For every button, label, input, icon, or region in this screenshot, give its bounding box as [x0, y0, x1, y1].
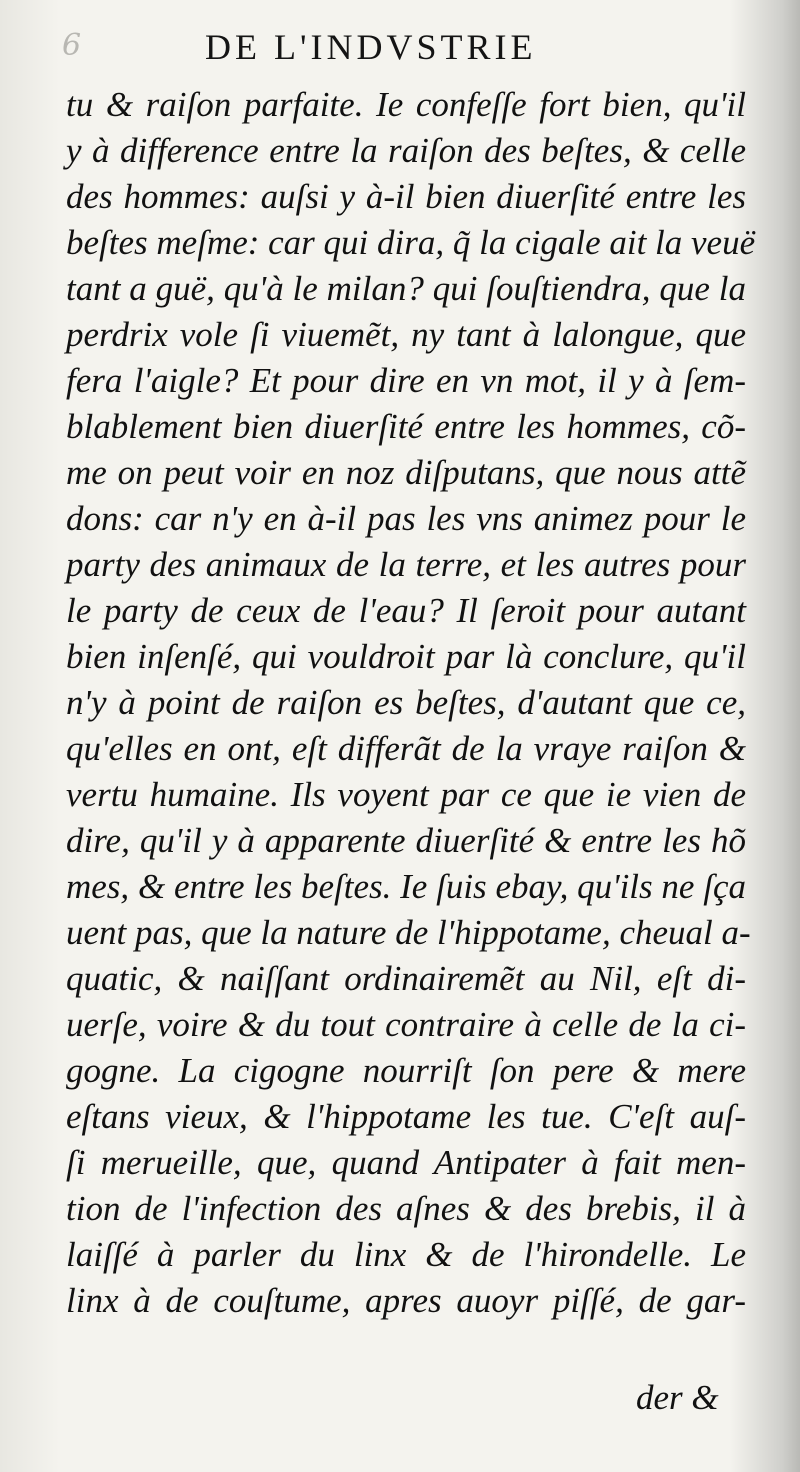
text-line: le party de ceux de l'eau? Il ſeroit pour autant — [66, 591, 746, 630]
text-line: blablement bien diuerſité entre les hommes, cõ- — [66, 407, 746, 446]
text-line: n'y à point de raiſon es beſtes, d'autant que ce, — [66, 683, 746, 722]
text-line: ſi merueille, que, quand Antipater à fait men- — [66, 1143, 746, 1182]
text-line: beſtes meſme: car qui dira, q̃ la cigale ait la veuë — [66, 223, 756, 262]
text-line: bien inſenſé, qui vouldroit par là conclure, qu'il — [66, 637, 746, 676]
text-line: vertu humaine. Ils voyent par ce que ie vien de — [66, 775, 746, 814]
text-line: uent pas, que la nature de l'hippotame, cheual a- — [66, 913, 751, 952]
text-line: des hommes: auſsi y à-il bien diuerſité entre les — [66, 177, 746, 216]
text-line: tion de l'infection des aſnes & des brebis, il à — [66, 1189, 746, 1228]
text-line: party des animaux de la terre, et les autres pour — [66, 545, 746, 584]
text-line: dire, qu'il y à apparente diuerſité & entre les hõ — [66, 821, 746, 860]
text-line: dons: car n'y en à-il pas les vns animez pour le — [66, 499, 746, 538]
text-line: gogne. La cigogne nourriſt ſon pere & mere — [66, 1051, 746, 1090]
text-line: linx à de couſtume, apres auoyr piſſé, de gar- — [66, 1281, 746, 1320]
text-line: fera l'aigle? Et pour dire en vn mot, il y à ſem- — [66, 361, 746, 400]
text-line: quatic, & naiſſant ordinairemẽt au Nil, eſt di- — [66, 959, 746, 998]
text-line: perdrix vole ſi viuemẽt, ny tant à lalongue, que — [66, 315, 746, 354]
text-line: tu & raiſon parfaite. Ie confeſſe fort bien, qu'il — [66, 85, 746, 124]
text-line: y à difference entre la raiſon des beſtes, & celle — [66, 131, 746, 170]
catchword: der & — [636, 1378, 719, 1417]
text-line: uerſe, voire & du tout contraire à celle de la ci- — [66, 1005, 746, 1044]
text-line: me on peut voir en noz diſputans, que nous attẽ — [66, 453, 746, 492]
text-line: mes, & entre les beſtes. Ie ſuis ebay, qu'ils ne ſça — [66, 867, 746, 906]
running-head: DE L'INDVSTRIE — [205, 27, 537, 67]
text-line: tant a guë, qu'à le milan? qui ſouſtiendra, que la — [66, 269, 746, 308]
page-shadow-left — [0, 0, 60, 1472]
text-line: qu'elles en ont, eſt differãt de la vraye raiſon & — [66, 729, 746, 768]
text-line: laiſſé à parler du linx & de l'hirondelle. Le — [66, 1235, 746, 1274]
text-line: eſtans vieux, & l'hippotame les tue. C'eſt auſ- — [66, 1097, 746, 1136]
body-text — [66, 82, 756, 1324]
page-number: 6 — [62, 28, 82, 63]
